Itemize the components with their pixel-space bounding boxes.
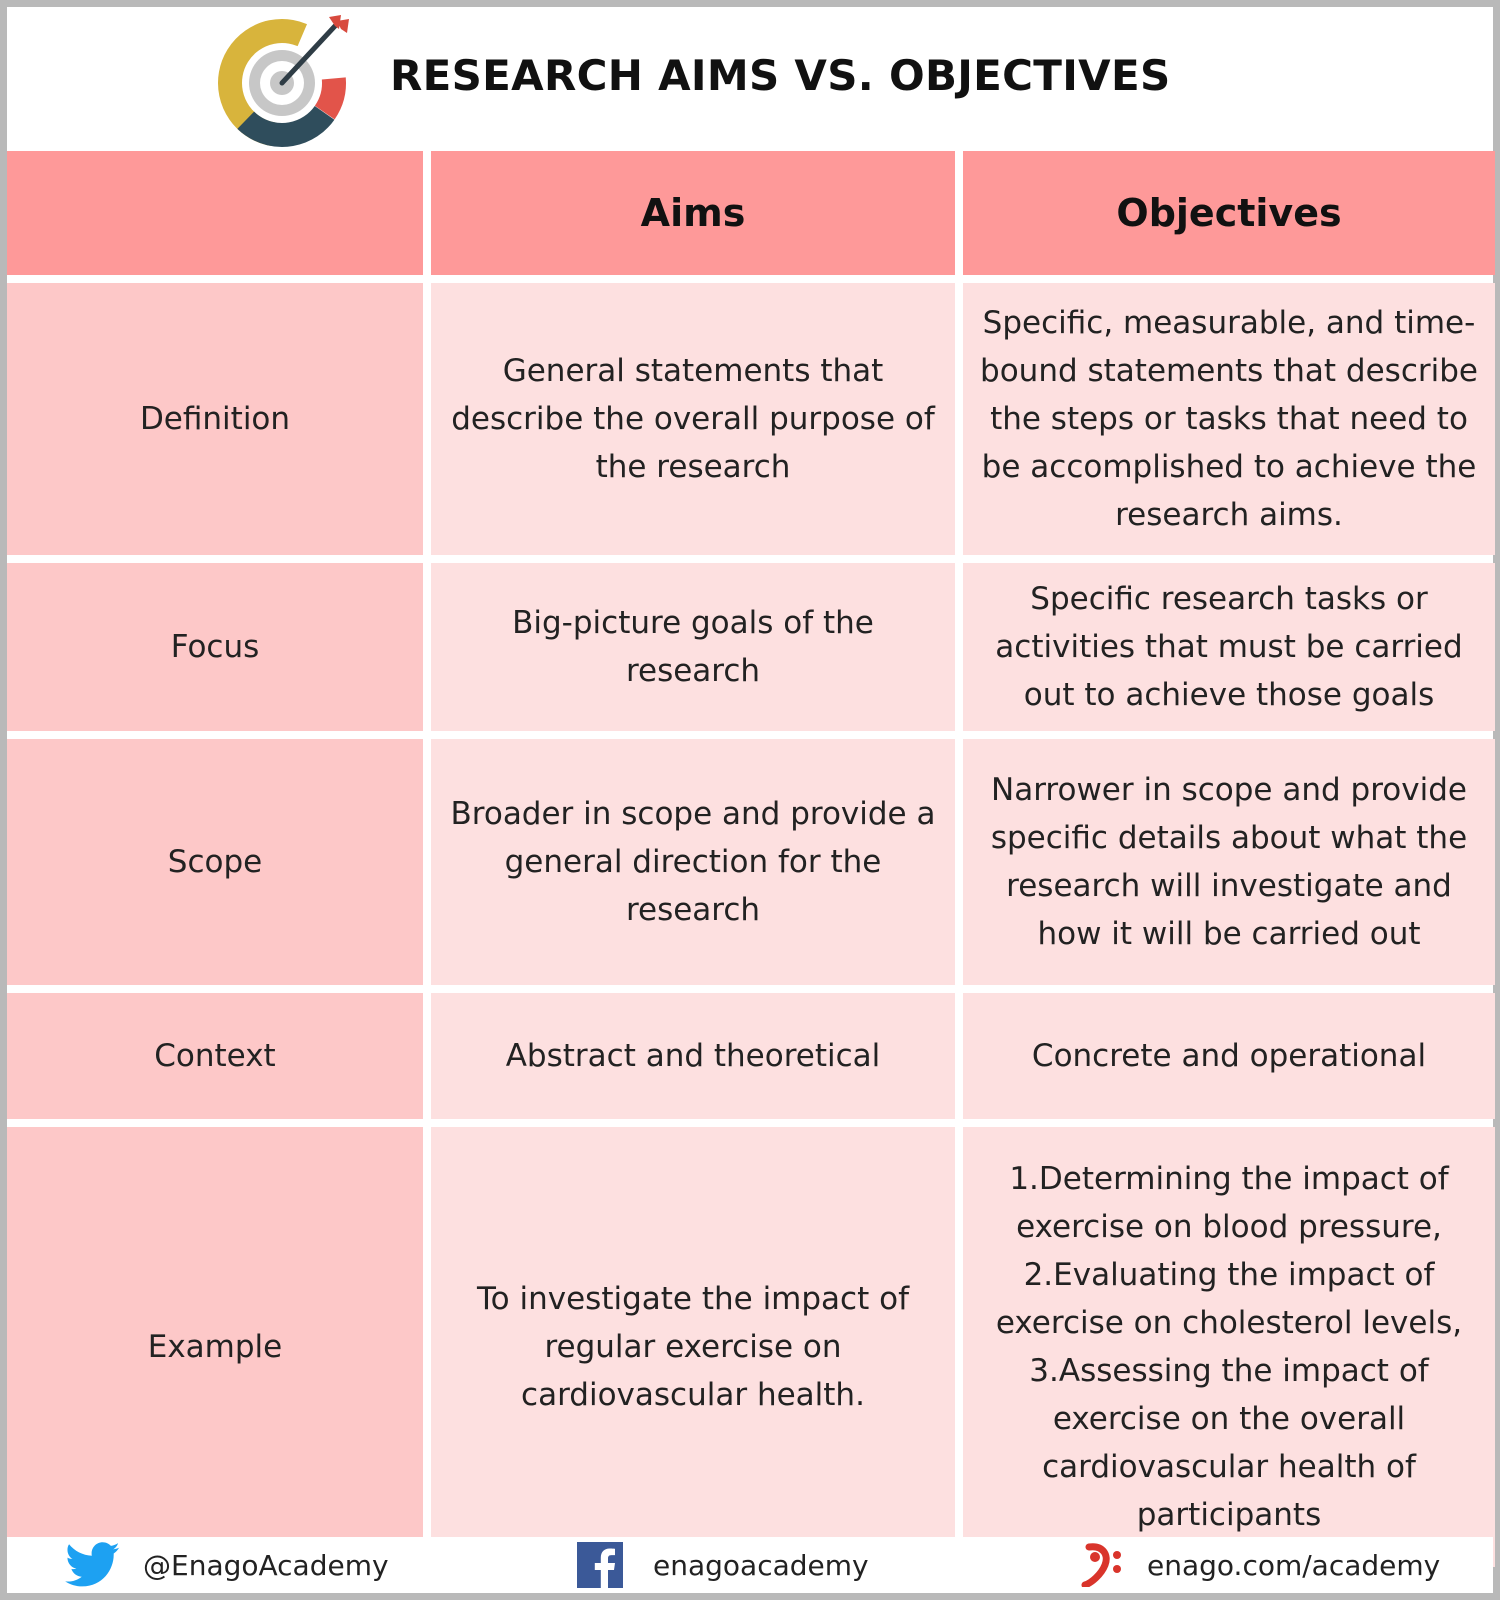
website-url: enago.com/academy	[1147, 1548, 1441, 1582]
target-arrow-icon	[207, 9, 357, 149]
facebook-handle: enagoacademy	[653, 1548, 869, 1582]
cell-scope-objectives: Narrower in scope and provide specific details about what the research will investigate and how it will be carried out	[963, 739, 1495, 985]
cell-context-aims: Abstract and theoretical	[431, 993, 955, 1119]
cell-context-objectives: Concrete and operational	[963, 993, 1495, 1119]
cell-scope-aims: Broader in scope and provide a general direction for the research	[431, 739, 955, 985]
page-footer	[7, 1537, 1493, 1593]
cell-focus-objectives: Specific research tasks or activities that must be carried out to achieve those goals	[963, 563, 1495, 731]
row-label-scope: Scope	[7, 739, 423, 985]
twitter-icon	[65, 1542, 121, 1588]
row-label-example: Example	[7, 1127, 423, 1567]
page-title: RESEARCH AIMS VS. OBJECTIVES	[390, 51, 1171, 100]
cell-example-objectives: 1.Determining the impact of exercise on blood pressure, 2.Evaluating the impact of exercise on cholesterol levels, 3.Assessing the impact of exercise on the overall cardiovascular health of participants	[963, 1127, 1495, 1567]
facebook-link[interactable]	[577, 1537, 869, 1593]
website-link[interactable]	[1081, 1537, 1440, 1593]
enago-logo-icon	[1081, 1543, 1125, 1587]
row-label-context: Context	[7, 993, 423, 1119]
cell-example-aims: To investigate the impact of regular exercise on cardiovascular health.	[431, 1127, 955, 1567]
row-label-definition: Definition	[7, 283, 423, 555]
header-cell-objectives: Objectives	[963, 151, 1495, 275]
header-cell-empty	[7, 151, 423, 275]
cell-definition-aims: General statements that describe the overall purpose of the research	[431, 283, 955, 555]
facebook-icon	[577, 1542, 623, 1588]
header-cell-aims: Aims	[431, 151, 955, 275]
comparison-table	[7, 151, 1493, 1567]
page-header	[7, 7, 1493, 151]
row-label-focus: Focus	[7, 563, 423, 731]
cell-definition-objectives: Specific, measurable, and time-bound statements that describe the steps or tasks that need to be accomplished to achieve the research aims.	[963, 283, 1495, 555]
twitter-link[interactable]	[65, 1537, 389, 1593]
cell-focus-aims: Big-picture goals of the research	[431, 563, 955, 731]
twitter-handle: @EnagoAcademy	[143, 1548, 389, 1582]
